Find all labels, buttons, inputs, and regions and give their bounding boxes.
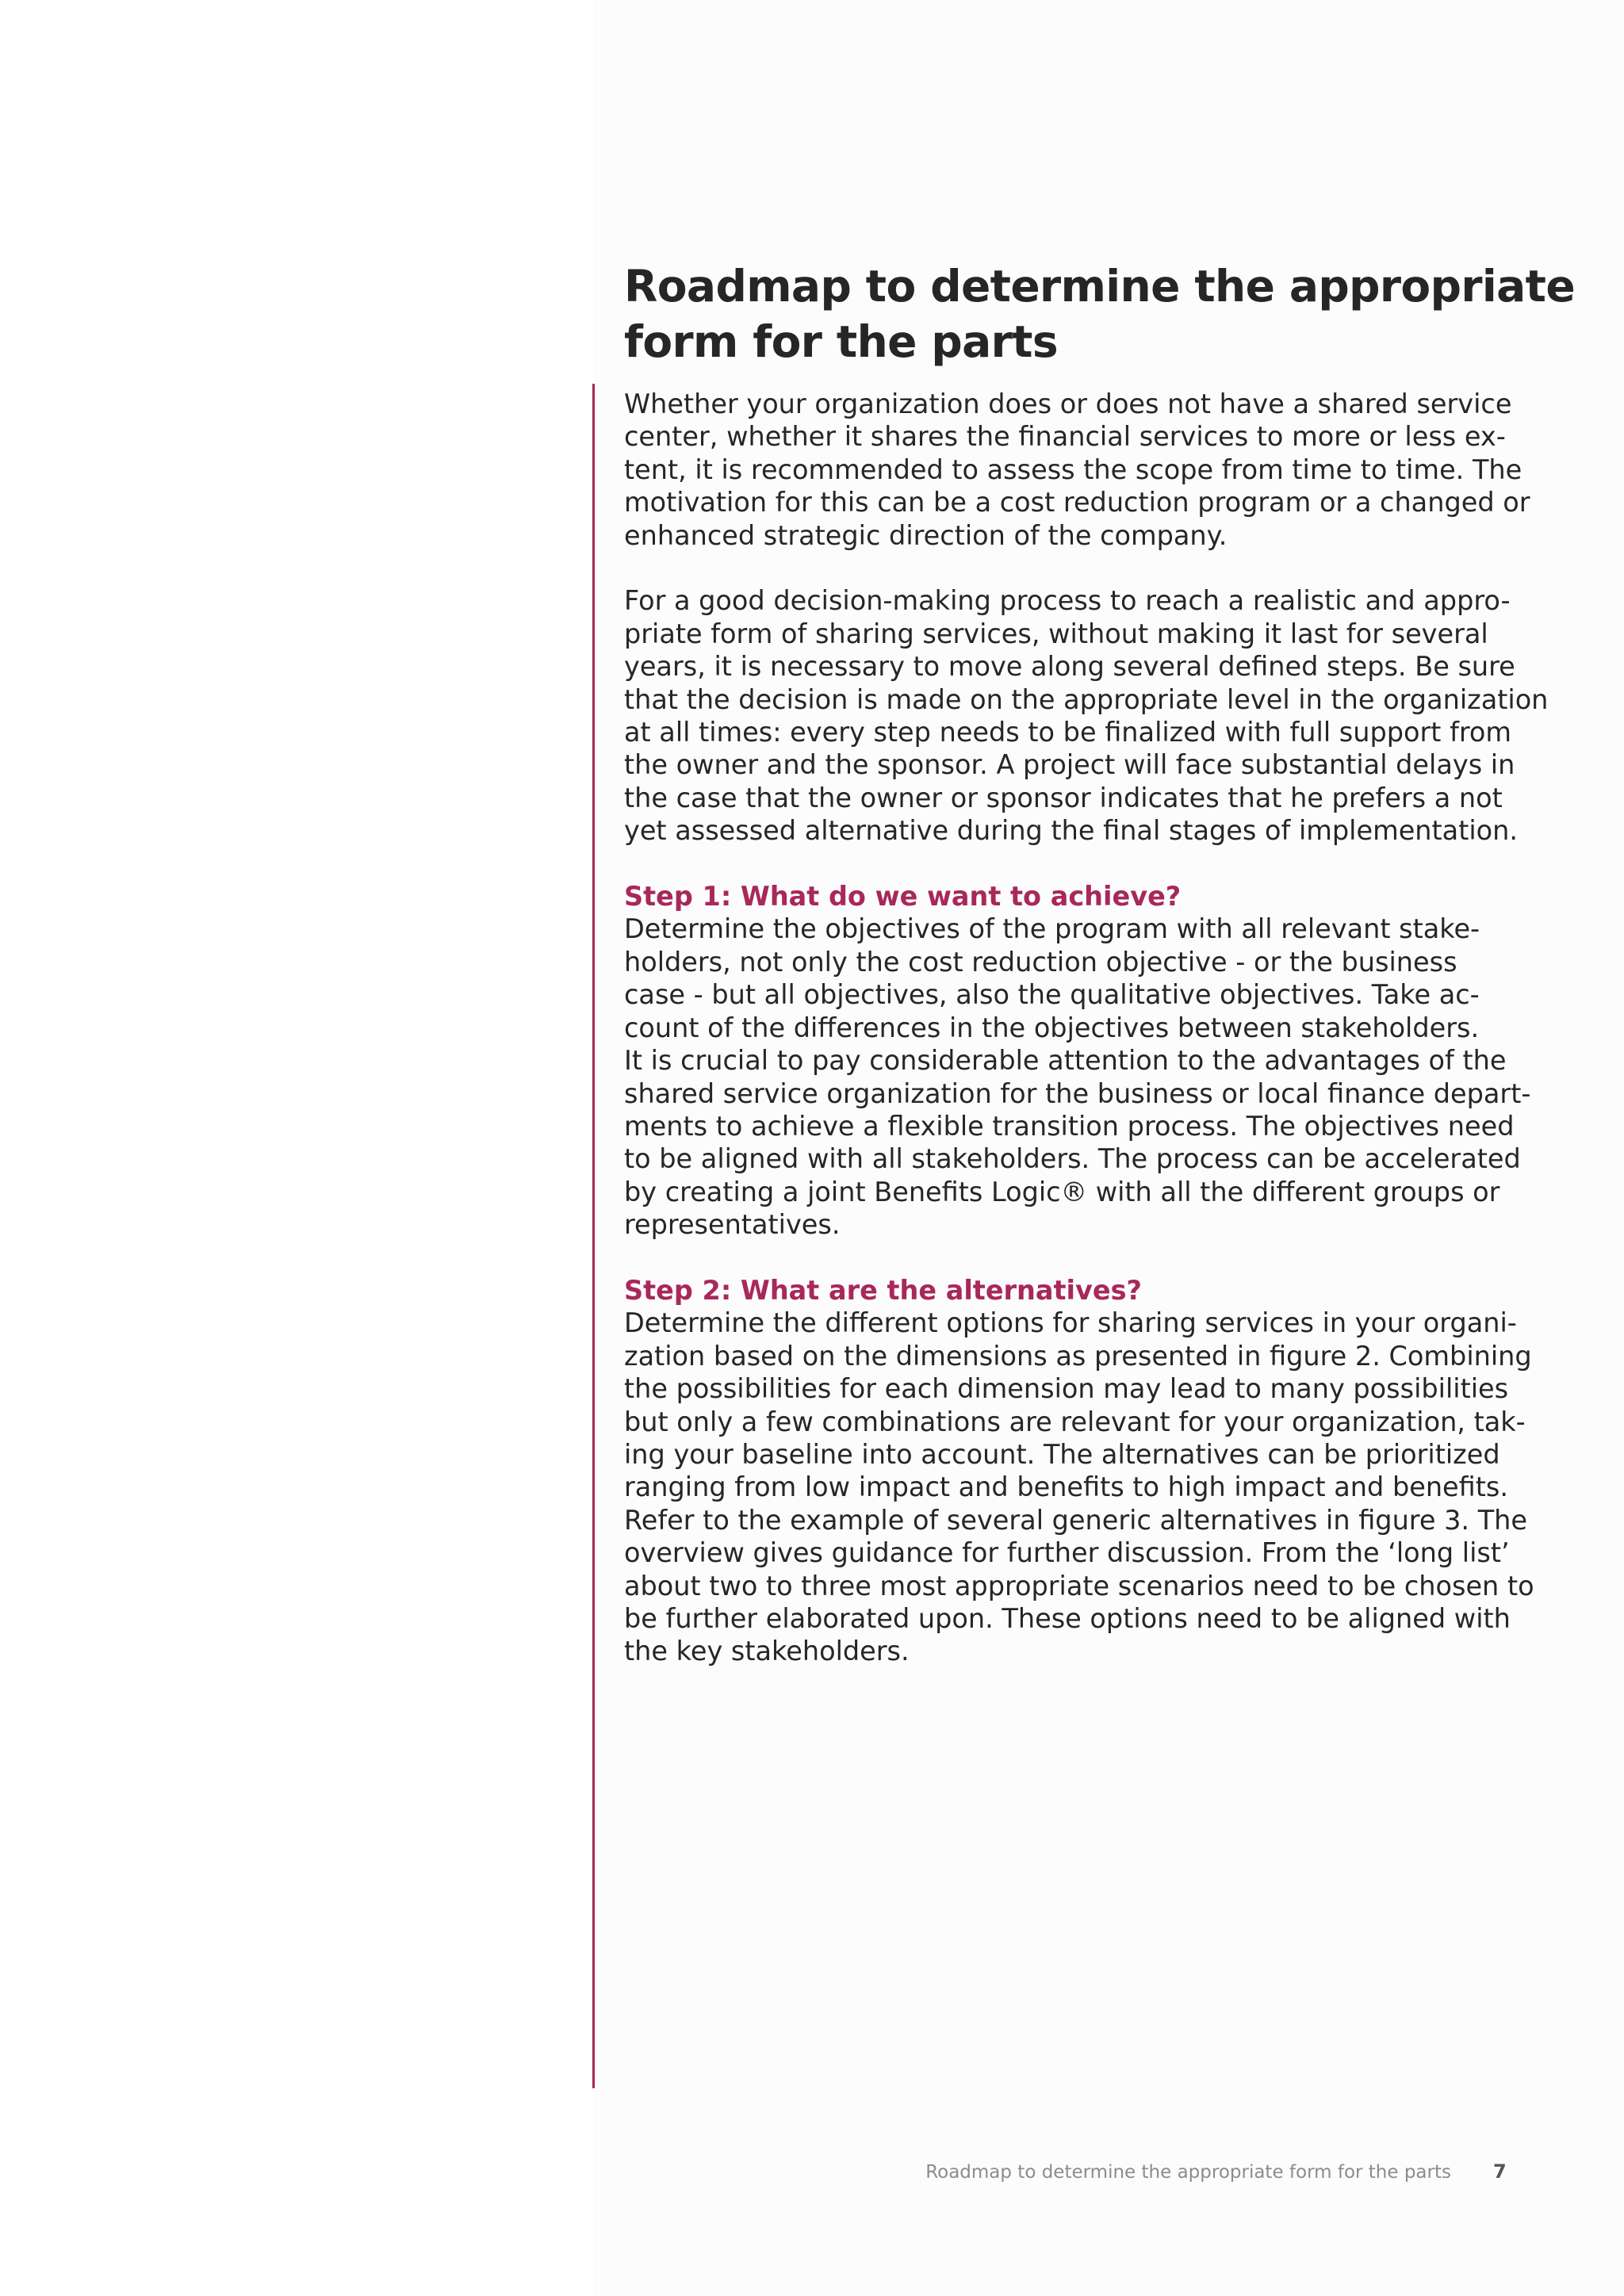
text-line: It is crucial to pay considerable attention to the advantages of the	[624, 1045, 1507, 1077]
text-line: but only a few combinations are relevant for your organization, tak-	[624, 1406, 1526, 1437]
page-title-line: Roadmap to determine the appropriate	[624, 261, 1576, 312]
decision-paragraph	[624, 584, 1576, 847]
text-line: zation based on the dimensions as presented in figure 2. Combining	[624, 1340, 1532, 1372]
text-line: ments to achieve a flexible transition process. The objectives need	[624, 1110, 1515, 1142]
intro-paragraph	[624, 388, 1576, 552]
text-line: representatives.	[624, 1209, 841, 1241]
text-line: tent, it is recommended to assess the scope from time to time. The	[624, 453, 1522, 485]
text-line: holders, not only the cost reduction objective - or the business	[624, 946, 1457, 978]
text-line: by creating a joint Benefits Logic® with all the different groups or	[624, 1176, 1500, 1207]
text-line: years, it is necessary to move along several defined steps. Be sure	[624, 651, 1515, 683]
text-line: case - but all objectives, also the qualitative objectives. Take ac-	[624, 979, 1480, 1011]
page-title-line: form for the parts	[624, 316, 1059, 367]
text-line: count of the differences in the objectives between stakeholders.	[624, 1012, 1480, 1043]
text-line: about two to three most appropriate scenarios need to be chosen to	[624, 1570, 1534, 1601]
text-line: enhanced strategic direction of the company.	[624, 519, 1228, 551]
text-line: the key stakeholders.	[624, 1636, 910, 1667]
text-line: the possibilities for each dimension may lead to many possibilities	[624, 1373, 1509, 1405]
step-2-section	[624, 1274, 1576, 1668]
page-title	[624, 258, 1576, 369]
text-line: For a good decision-making process to reach a realistic and appro-	[624, 585, 1511, 617]
page-number: 7	[1493, 2160, 1507, 2183]
text-line: at all times: every step needs to be finalized with full support from	[624, 717, 1512, 748]
text-line: yet assessed alternative during the final stages of implementation.	[624, 815, 1519, 847]
text-line: to be aligned with all stakeholders. The process can be accelerated	[624, 1143, 1521, 1175]
text-line: overview gives guidance for further discussion. From the ‘long list’	[624, 1537, 1510, 1569]
body-text	[624, 388, 1576, 1701]
text-line: ranging from low impact and benefits to high impact and benefits.	[624, 1471, 1509, 1503]
text-line: Determine the objectives of the program with all relevant stake-	[624, 913, 1480, 945]
text-line: that the decision is made on the appropriate level in the organization	[624, 683, 1549, 715]
text-line: the case that the owner or sponsor indicates that he prefers a not	[624, 782, 1503, 813]
text-line: shared service organization for the business or local finance depart-	[624, 1077, 1531, 1109]
footer-running-title: Roadmap to determine the appropriate form for the parts	[925, 2162, 1451, 2183]
text-line: motivation for this can be a cost reduction program or a changed or	[624, 487, 1530, 519]
accent-vertical-rule	[592, 384, 595, 2088]
step-2-heading: Step 2: What are the alternatives?	[624, 1274, 1142, 1306]
text-line: center, whether it shares the financial services to more or less ex-	[624, 421, 1506, 453]
text-line: priate form of sharing services, without making it last for several	[624, 618, 1488, 649]
step-1-heading: Step 1: What do we want to achieve?	[624, 881, 1182, 913]
text-line: Determine the different options for sharing services in your organi-	[624, 1307, 1517, 1339]
text-line: ing your baseline into account. The alternatives can be prioritized	[624, 1438, 1500, 1470]
text-line: Whether your organization does or does not have a shared service	[624, 388, 1512, 419]
text-line: be further elaborated upon. These options need to be aligned with	[624, 1602, 1511, 1634]
step-1-section	[624, 880, 1576, 1241]
text-line: Refer to the example of several generic alternatives in figure 3. The	[624, 1504, 1528, 1536]
text-line: the owner and the sponsor. A project will face substantial delays in	[624, 749, 1515, 781]
